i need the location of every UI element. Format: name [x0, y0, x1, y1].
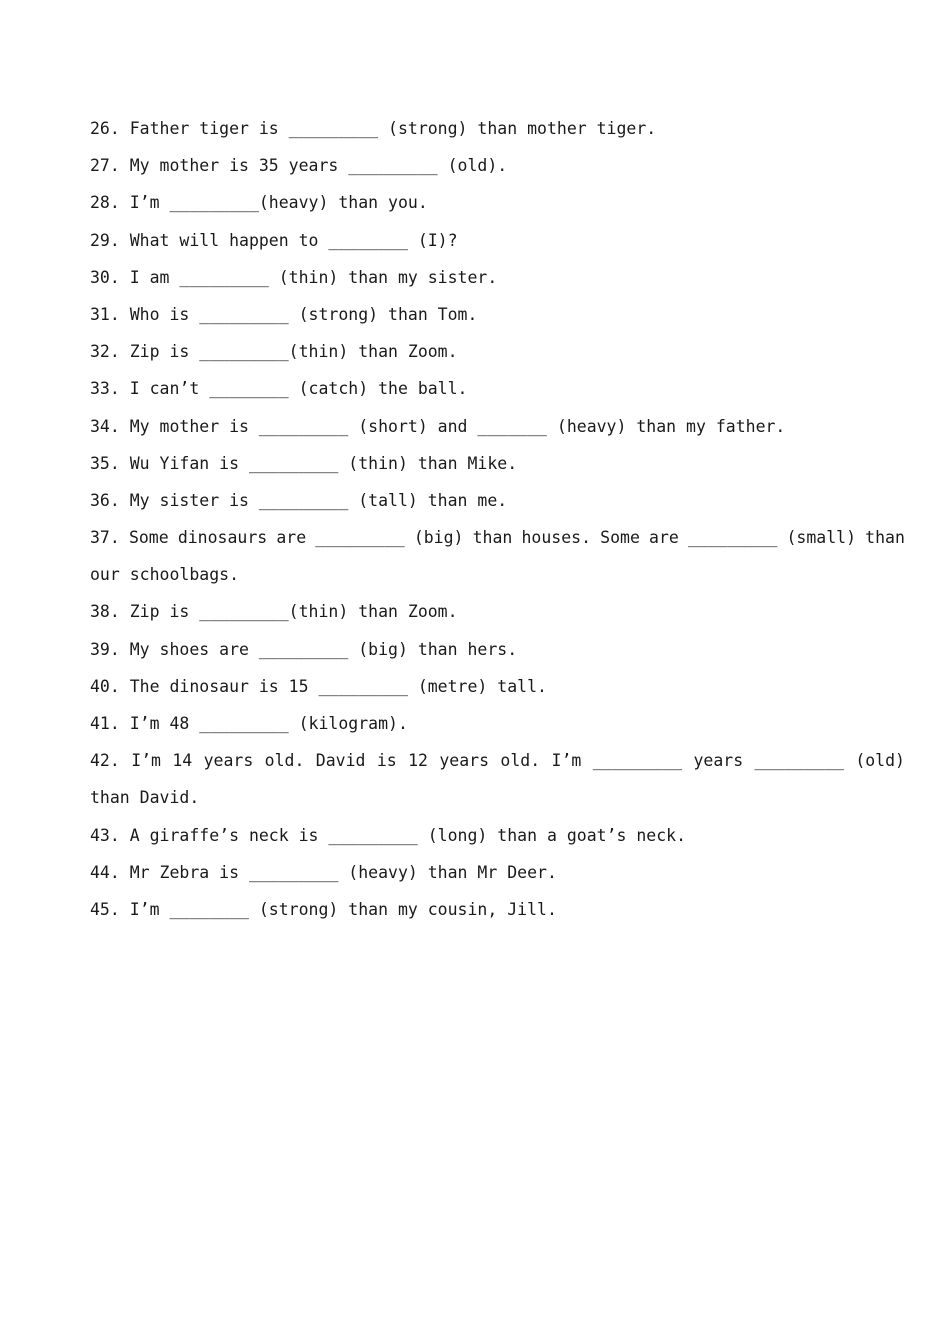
exercise-30: 30. I am _________ (thin) than my sister. — [90, 267, 498, 287]
exercise-29: 29. What will happen to ________ (I)? — [90, 230, 458, 250]
word: dinosaurs — [177, 528, 268, 548]
exercise-42-line-2: than David. — [90, 788, 200, 808]
exercise-41: 41. I’m 48 _________ (kilogram). — [90, 714, 408, 733]
word: Some — [128, 528, 169, 548]
word: I’m — [131, 751, 161, 771]
exercise-32: 32. Zip is _________(thin) than Zoom. — [90, 342, 458, 362]
word: years — [693, 751, 744, 771]
word: (old) — [855, 751, 905, 771]
exercise-39: 39. My shoes are _________ (big) than hers. — [90, 639, 518, 659]
word: years — [439, 751, 490, 771]
exercise-34: 34. My mother is _________ (short) and _______ (heavy) than my father. — [90, 416, 786, 436]
exercise-43: 43. A giraffe’s neck is _________ (long) than a goat’s neck. — [90, 825, 687, 845]
exercise-37-line-1 — [90, 519, 905, 556]
exercise-26: 26. Father tiger is _________ (strong) than mother tiger. — [90, 119, 657, 138]
word: 14 — [172, 751, 193, 771]
word: (big) — [413, 528, 464, 548]
exercise-31: 31. Who is _________ (strong) than Tom. — [90, 304, 478, 324]
word: than — [865, 528, 905, 548]
word: houses. — [521, 528, 592, 548]
exercise-44: 44. Mr Zebra is _________ (heavy) than Mr Deer. — [90, 862, 557, 882]
word: old. — [264, 751, 305, 771]
word: 37. — [90, 528, 120, 548]
exercise-38: 38. Zip is _________(thin) than Zoom. — [90, 602, 458, 622]
exercise-40: 40. The dinosaur is 15 _________ (metre) tall. — [90, 676, 547, 696]
word: are — [276, 528, 307, 548]
word: David — [315, 751, 366, 771]
word: 12 — [408, 751, 428, 771]
exercise-42-line-1 — [90, 742, 905, 779]
exercise-36: 36. My sister is _________ (tall) than me. — [90, 490, 508, 510]
word: _________ — [754, 751, 844, 771]
exercise-list — [90, 110, 905, 928]
exercise-35: 35. Wu Yifan is _________ (thin) than Mike. — [90, 453, 518, 473]
word: _________ — [315, 528, 405, 548]
word: old. — [500, 751, 541, 771]
word: _________ — [687, 528, 778, 548]
word: 42. — [90, 751, 120, 771]
word: (small) — [786, 528, 857, 548]
word: _________ — [592, 751, 683, 771]
exercise-27: 27. My mother is 35 years _________ (old). — [90, 156, 508, 176]
word: Some — [600, 528, 640, 548]
word: I’m — [551, 751, 582, 771]
exercise-28: 28. I’m _________(heavy) than you. — [90, 193, 428, 213]
word: years — [203, 751, 254, 771]
word: than — [472, 528, 513, 548]
exercise-37-line-2: our schoolbags. — [90, 565, 240, 585]
word: are — [649, 528, 679, 548]
exercise-45: 45. I’m ________ (strong) than my cousin, Jill. — [90, 899, 557, 919]
exercise-33: 33. I can’t ________ (catch) the ball. — [90, 379, 468, 399]
word: is — [376, 751, 397, 771]
